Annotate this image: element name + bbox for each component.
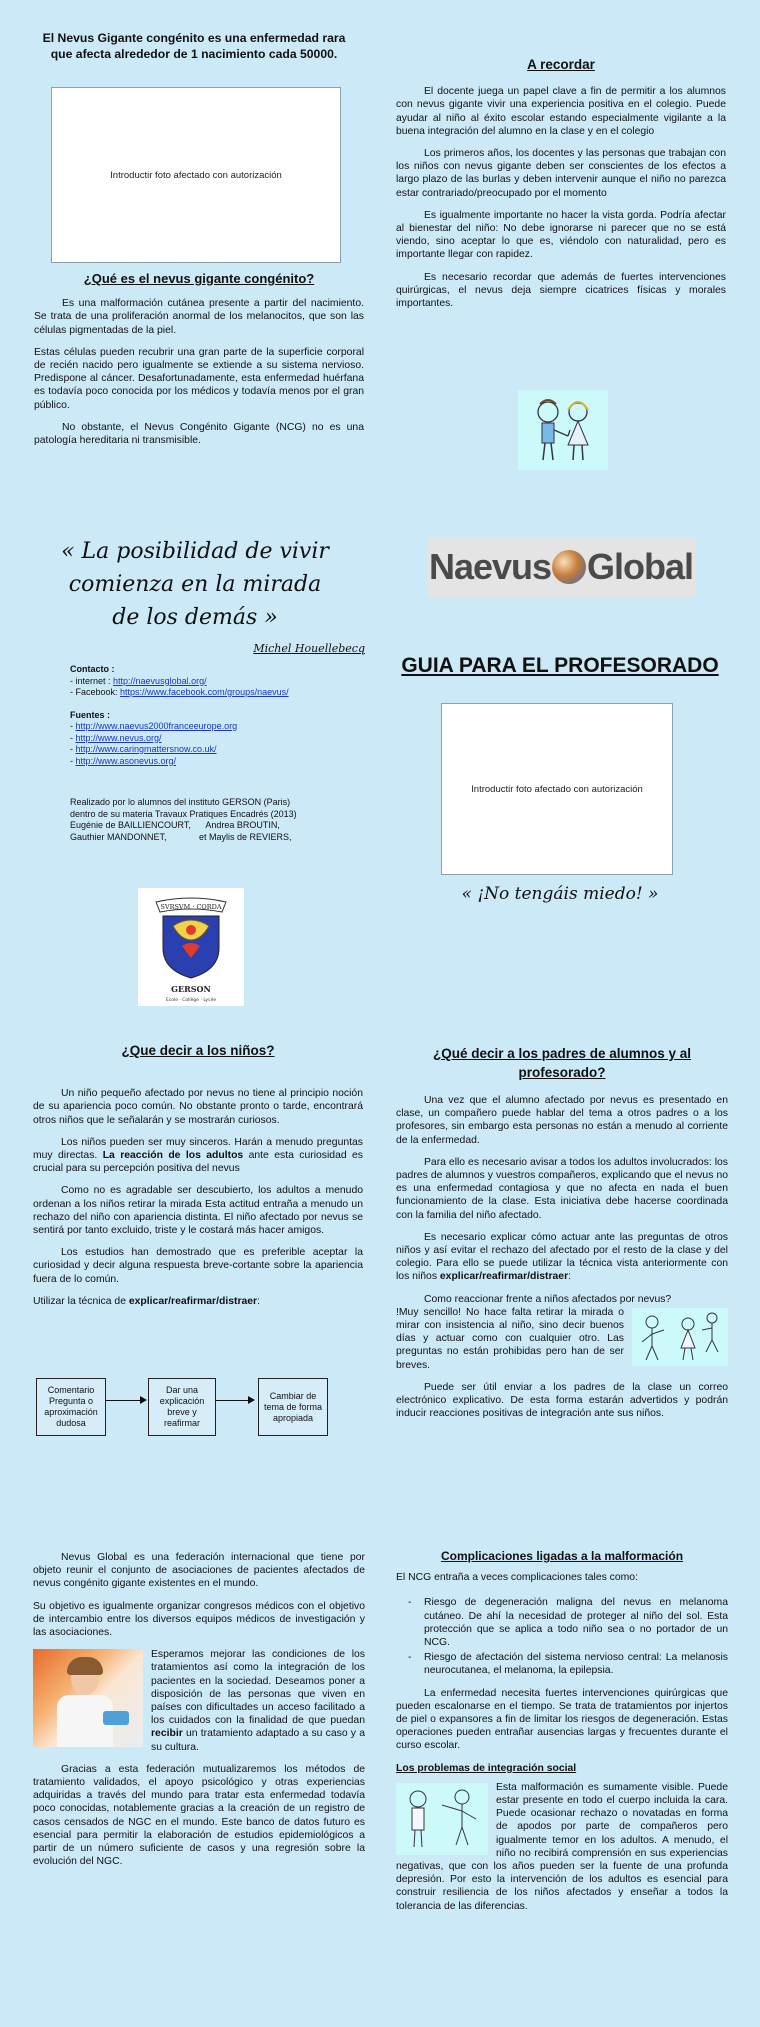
globe-icon [552,550,586,584]
quote-author: Michel Houellebecq [253,642,365,655]
paragraph: Estas células pueden recubrir una gran parte de la superficie corporal de recién nacido pero igualmente se extiende a su sistema nervioso. Predispone al cáncer. Desafortunadamente, esta enfermedad huérfana es todavía poco conocida por los médicos y todavía menos por el gran público. [34,346,364,411]
sources-label: Fuentes : [70,709,111,720]
children-drawing [518,390,608,470]
guide-title: GUIA PARA EL PROFESORADO [401,654,719,677]
panel-complications [396,1550,728,1922]
flow-step: Comentario Pregunta o aproximación dudosa [36,1378,106,1436]
photo-placeholder [51,87,341,263]
source-item: - http://www.naevus2000franceeurope.org [70,721,238,731]
paragraph: El docente juega un papel clave a fin de permitir a los alumnos con nevus gigante vivir una experiencia positiva en el colegio. Puede ayudar al niño al éxito escolar estando especialmente vigilante a la buena integración del alumno en la clase y en el colegio [396,86,726,137]
panel-what-to-tell-children [33,1044,363,1317]
kids-pointing-drawing [632,1308,728,1366]
contact-facebook: - Facebook: https://www.facebook.com/groups/naevus/ [70,687,289,697]
paragraph: Es necesario explicar cómo actuar ante las preguntas de otros niños y así evitar el rechazo del afectado por el resto de la clase y del colegio. Para ello se puede utilizar la técnica vista anteriormente con los niños explicar/reafirmar/distraer: [396,1231,728,1283]
panel-remember [396,58,726,319]
flow-step: Cambiar de tema de forma apropiada [258,1378,328,1436]
source-link[interactable]: http://www.naevus2000franceeurope.org [75,721,238,731]
source-item: - http://www.asonevus.org/ [70,755,177,766]
paragraph: Los estudios han demostrado que es preferible aceptar la curiosidad y decir alguna respuesta breve-cortante sobre la apariencia fuera de lo común. [33,1247,363,1285]
quote-line: « La posibilidad de vivir [61,539,329,564]
arrow-right-icon [215,1400,253,1401]
credits-line: dentro de su materia Travaux Pratiques Encadrés (2013) [70,808,297,819]
credits-line: Realizado por lo alumnos del instituto GERSON (Paris) [70,797,291,807]
quote-block [30,535,360,634]
list-item: - Riesgo de afectación del sistema nervioso central: La melanosis neurocutanea, el melanoma, la epilepsia. [424,1651,728,1677]
paragraph: Como no es agradable ser descubierto, los adultos a menudo ordenan a los niños retirar la mirada Esta actitud entraña a menudo un rechazo del niño con apariencia distinta. El niño afectado por nevus se sentirá por tanto excluido, triste y le costará más hacer amigos. [33,1185,363,1237]
question-line: Como reaccionar frente a niños afectados por nevus? [424,1293,672,1305]
quote-line: de los demás » [112,605,278,630]
crest-sub: Ecole · Collège · Lycée [165,998,217,1003]
source-link[interactable]: http://www.nevus.org/ [75,732,162,743]
photo-placeholder-text: Introductir foto afectado con autorización [471,783,643,795]
internet-link[interactable]: http://naevusglobal.org/ [113,675,207,686]
slogan: « ¡No tengáis miedo! » [461,884,659,904]
source-item: - http://www.nevus.org/ [70,732,162,743]
technique-line: Utilizar la técnica de explicar/reafirmar/distraer: [33,1295,260,1307]
photo-placeholder-text: Introductir foto afectado con autorización [110,169,282,181]
gerson-crest [138,888,244,1006]
paragraph: Para ello es necesario avisar a todos los adultos involucrados: los padres de alumnos y vuestros compañeros, explicando que el nevus no es una enfermedad contagiosa y que no afecta en nada el buen funcionamiento de la clase. Esta iniciativa debe hacerse coordinada con la familia del niño afectado. [396,1156,728,1221]
source-item: - http://www.caringmattersnow.co.uk/ [70,744,217,754]
paragraph: !Muy sencillo! No hace falta retirar la mirada o mirar con insistencia al niño, sino decir buenos días y actuar como con cualquier otro. Las preguntas no están prohibidas pero han de ser breves. [396,1306,624,1371]
logo-text-left: Naevus [428,546,552,587]
paragraph: La enfermedad necesita fuertes intervenciones quirúrgicas que pueden escalonarse en el tiempo. Se trata de tratamientos por injertos de piel o expansores a fin de limitar los riesgos de degeneración. Estas operaciones pueden entrañar ausencias largas y frecuentes durante el curso escolar. [396,1687,728,1752]
paragraph: Gracias a esta federación mutualizaremos los métodos de tratamiento validados, el apoyo psicológico y otras experiencias adquiridas a través del mundo para tratar esta enfermedad todavía poco conocidas, notablemente gracias a la creación de un registro de casos censados de NGC en el mundo. Este banco de datos futuro es esencial para permitir la elaboración de estudios epidemiológicos a partir de un número suficiente de casos y una regresión sobre la evolución del NGC. [33,1763,365,1868]
panel-what-is-ncg [34,30,354,62]
credits-line: Eugénie de BAILLIENCOURT, Andrea BROUTIN, [70,820,280,830]
contact-label: Contacto : [70,664,115,674]
credits-line: Gauthier MANDONNET, et Maylis de REVIERS, [70,831,292,842]
quote-line: comienza en la mirada [68,572,322,597]
paragraph: Es igualmente importante no hacer la vista gorda. Podría afectar al bienestar del niño: No debe ignorarse ni parecer que no se está viendo, sino aceptar lo que es, viéndolo con naturalidad, pero es importante llegar con rapidez. [396,209,726,261]
sub-title: Los problemas de integración social [396,1762,577,1774]
paragraph: Esta malformación es sumamente visible. Puede estar presente en todo el cuerpo incluida la cara. Puede ocasionar rechazo o novatadas en forma de apodos por parte de compañeros pero igualmente temor en los adultos. A menudo, el niño no recibirá comprensión en sus experiencias negativas, que con los años pueden ser la fuente de una profunda depresión. Por esto la intervención de los adultos es esencial para construir resiliencia de los niños afectados y enseñar a todos la tolerancia de las diferencias. [396,1781,728,1912]
list-item: - Riesgo de degeneración maligna del nevus en melanoma cutáneo. De ahí la necesidad de proteger al niño del sol. Esta protección que se aplica a todo niño sea o no portador de un NCG. [424,1596,728,1649]
arrow-right-icon [105,1400,145,1401]
teasing-drawing [396,1783,488,1855]
paragraph: Nevus Global es una federación internacional que tiene por objeto reunir el conjunto de asociaciones de pacientes afectados de nevus congénito gigante existentes en el mundo. [33,1552,365,1590]
source-link[interactable]: http://www.caringmattersnow.co.uk/ [75,744,217,754]
paragraph: Los niños pueden ser muy sinceros. Harán a menudo preguntas muy directas. La reacción de los adultos ante esta curiosidad es crucial para su percepción positiva del nevus [33,1136,363,1175]
headline: El Nevus Gigante congénito es una enfermedad rara que afecta alrededor de 1 nacimiento cada 50000. [42,31,346,61]
crest-name: GERSON [171,984,211,994]
panel-nevus-global [33,1551,365,1877]
contact-block [70,664,360,843]
source-link[interactable]: http://www.asonevus.org/ [75,755,177,766]
paragraph: Su objetivo es igualmente organizar congresos médicos con el objetivo de intercambio entre los diversos equipos médicos de investigación y las asociaciones. [33,1600,365,1639]
intro: El NCG entraña a veces complicaciones tales como: [396,1572,638,1584]
naevus-global-logo [427,537,695,597]
facebook-link[interactable]: https://www.facebook.com/groups/naevus/ [120,687,289,697]
section-title: ¿Qué decir a los padres de alumnos y al profesorado? [432,1046,692,1080]
panel-what-to-tell-parents [396,1044,728,1429]
flow-step: Dar una explicación breve y reafirmar [148,1378,216,1436]
paragraph: Es una malformación cutánea presente a partir del nacimiento. Se trata de una proliferación anormal de los melanocitos, que son las células pigmentadas de la piel. [34,298,364,336]
panel-what-is-ncg-body [34,272,364,456]
paragraph: Esperamos mejorar las condiciones de los tratamientos así como la integración de los pacientes en la sociedad. Deseamos poner a disposición de las personas que viven en países con dificultades un acceso facilitado a los cuidados con la finalidad de que puedan recibir un tratamiento adaptado a su caso y a su cultura. [151,1649,365,1753]
crest-motto: SVRSVM · CORDA [160,903,222,911]
section-title: Complicaciones ligadas a la malformación [440,1549,684,1563]
paragraph: Un niño pequeño afectado por nevus no tiene al principio noción de su apariencia poco común. No obstante pronto o tarde, encontrará otros niños que le señalarán y se mostrarán curiosos. [33,1088,363,1126]
paragraph: No obstante, el Nevus Congénito Gigante (NCG) no es una patología hereditaria ni transmisible. [34,421,364,447]
section-title: A recordar [527,57,595,72]
section-title: ¿Que decir a los niños? [121,1043,275,1058]
paragraph: Es necesario recordar que además de fuertes intervenciones quirúrgicas, el nevus deja siempre cicatrices físicas y morales importantes. [396,271,726,310]
contact-internet: - internet : http://naevusglobal.org/ [70,675,207,686]
paragraph: Puede ser útil enviar a los padres de la clase un correo electrónico explicativo. De esta forma estarán advertidos y podrán inducir reacciones positivas de integración ante sus niños. [396,1381,728,1420]
paragraph: Los primeros años, los docentes y las personas que trabajan con los niños con nevus gigante deben ser conscientes de los efectos a largo plazo de las burlas y deben intervenir aunque el niño no parezca estar contrariado/preocupado por el momento [396,148,726,199]
section-title: ¿Qué es el nevus gigante congénito? [83,271,315,286]
complications-list [396,1596,728,1677]
doctor-photo [33,1649,143,1747]
logo-text-right: Global [587,546,694,587]
paragraph: Una vez que el alumno afectado por nevus es presentado en clase, un compañero puede hablar del tema a otros padres o a los profesores, sin embargo esta personas no están a menudo al corriente de la enfermedad. [396,1095,728,1146]
photo-placeholder [441,703,673,875]
